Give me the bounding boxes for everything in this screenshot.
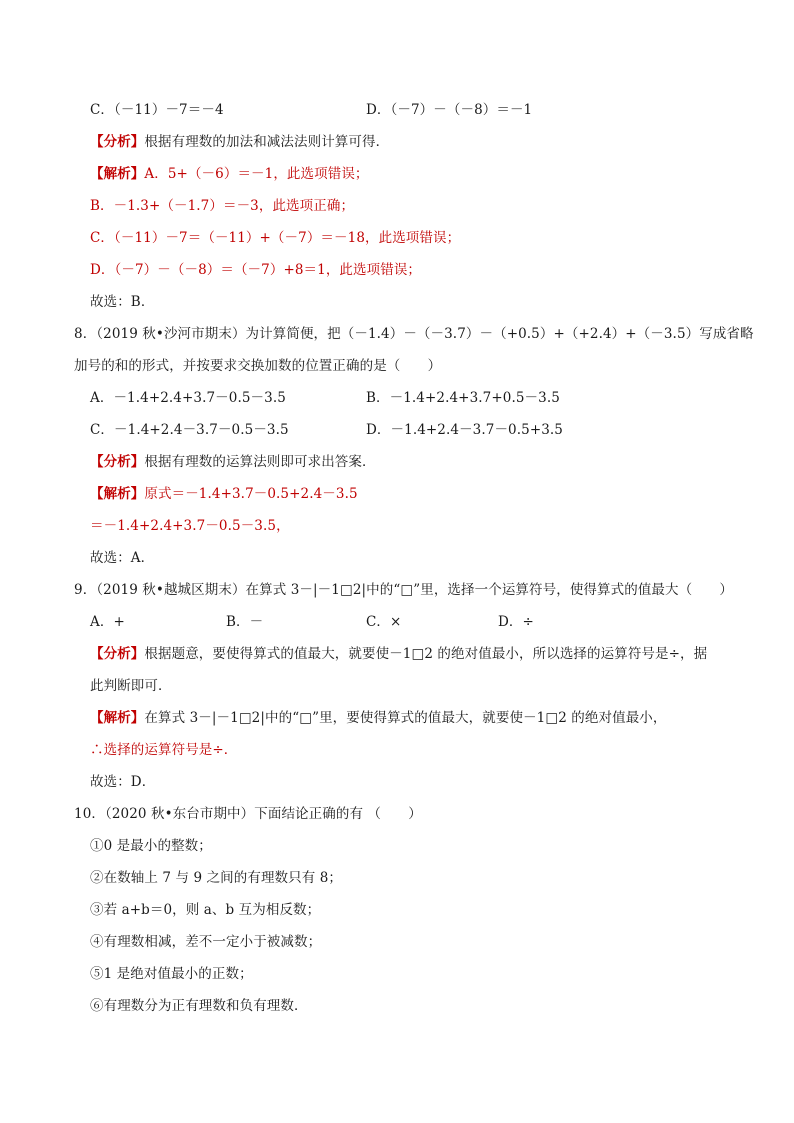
- analysis-text: 根据有理数的加法和减法法则计算可得．: [144, 134, 390, 150]
- q8-option-a: A．－1.4+2.4+3.7－0.5－3.5: [90, 390, 286, 406]
- solution-tag: 【解析】: [90, 166, 145, 182]
- q9-analysis-line-1: [90, 644, 707, 664]
- q10-statement-5: ⑤1 是绝对值最小的正数；: [90, 966, 253, 982]
- analysis-text: 根据题意，要使得算式的值最大，就要使－1□2 的绝对值最小，所以选择的运算符号是÷，据: [144, 646, 708, 662]
- q7-analysis: [90, 132, 389, 152]
- q9-analysis-line-2: 此判断即可．: [90, 678, 172, 694]
- q7-solution-line-1: [90, 164, 369, 184]
- solution-text: A．5+（－6）＝－1，此选项错误；: [144, 166, 369, 182]
- q8-solution-line-1: [90, 484, 358, 504]
- solution-tag: 【解析】: [90, 710, 145, 726]
- q9-stem: 9．（2019 秋•越城区期末）在算式 3－|－1□2|中的“□”里，选择一个运算符号，使得算式的值最大（ ）: [74, 582, 734, 598]
- q8-stem-line-2: 加号的和的形式，并按要求交换加数的位置正确的是（ ）: [74, 358, 442, 374]
- q10-statement-1: ①0 是最小的整数；: [90, 838, 212, 854]
- q7-option-c: C．（－11）－7＝－4: [90, 102, 224, 118]
- q7-solution-line-2: B．－1.3+（－1.7）＝－3，此选项正确；: [90, 198, 355, 214]
- q9-option-d: D．÷: [498, 614, 534, 630]
- q8-answer: 故选：A．: [90, 550, 155, 566]
- q8-option-d: D．－1.4+2.4－3.7－0.5+3.5: [366, 422, 563, 438]
- q7-solution-line-4: D．（－7）－（－8）＝（－7）+8＝1，此选项错误；: [90, 262, 422, 278]
- q7-solution-line-3: C．（－11）－7＝（－11）+（－7）＝－18，此选项错误；: [90, 230, 461, 246]
- q7-option-d: D．（－7）－（－8）＝－1: [366, 102, 533, 118]
- analysis-text: 根据有理数的运算法则即可求出答案．: [144, 454, 376, 470]
- q8-stem-line-1: 8．（2019 秋•沙河市期末）为计算简便，把（－1.4）－（－3.7）－（+0.5）+（+2.4）+（－3.5）写成省略: [74, 326, 754, 342]
- q10-statement-2: ②在数轴上 7 与 9 之间的有理数只有 8；: [90, 870, 343, 886]
- analysis-tag: 【分析】: [90, 134, 145, 150]
- q10-stem: 10．（2020 秋•东台市期中）下面结论正确的有 （ ）: [74, 806, 422, 822]
- q9-solution-conclusion: ∴选择的运算符号是÷．: [90, 742, 238, 758]
- solution-text: 原式＝－1.4+3.7－0.5+2.4－3.5: [144, 486, 358, 502]
- q10-statement-4: ④有理数相减，差不一定小于被减数；: [90, 934, 322, 950]
- solution-text: 在算式 3－|－1□2|中的“□”里，要使得算式的值最大，就要使－1□2 的绝对值最小，: [144, 710, 667, 726]
- q8-option-b: B．－1.4+2.4+3.7+0.5－3.5: [366, 390, 560, 406]
- q10-statement-6: ⑥有理数分为正有理数和负有理数．: [90, 998, 308, 1014]
- q10-statement-3: ③若 a+b＝0，则 a、b 互为相反数；: [90, 902, 321, 918]
- q7-answer: 故选：B．: [90, 294, 155, 310]
- q8-option-c: C．－1.4+2.4－3.7－0.5－3.5: [90, 422, 289, 438]
- q8-analysis: [90, 452, 376, 472]
- q9-option-a: A．+: [90, 614, 125, 630]
- q8-solution-line-2: ＝－1.4+2.4+3.7－0.5－3.5，: [90, 518, 290, 534]
- q9-option-c: C．×: [366, 614, 402, 630]
- analysis-tag: 【分析】: [90, 646, 145, 662]
- solution-tag: 【解析】: [90, 486, 145, 502]
- analysis-tag: 【分析】: [90, 454, 145, 470]
- q9-answer: 故选：D．: [90, 774, 156, 790]
- q9-solution: [90, 708, 667, 728]
- q9-option-b: B．－: [226, 614, 264, 630]
